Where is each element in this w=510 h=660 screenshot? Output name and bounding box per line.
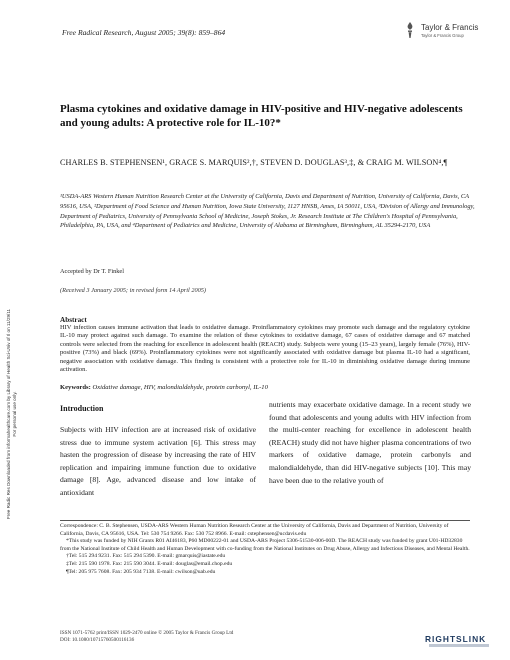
publisher-name: Taylor & Francis — [421, 23, 479, 32]
rightslink-link[interactable]: RIGHTSLINK — [425, 634, 487, 644]
contact-note-3: ¶Tel: 205 975 7608. Fax: 205 934 7138. E-mail: cwilson@uab.edu — [66, 568, 216, 575]
received-dates: (Received 3 January 2005; in revised form 14 April 2005) — [60, 287, 207, 294]
abstract-text: HIV infection causes immune activation that leads to oxidative damage. Proinflammatory cytokines may promote such damage and the regulatory cytokine IL-10 may protect against such damage. To examine the relation of these cytokines to oxidative damage, 67 cases of oxidative damage and 67 matched controls were selected from the reaching for excellence in adolescent health (REACH) study. Subjects were young (15–23 years), largely female (76%), HIV-positive (73%) and black (69%). Proinflammatory cytokines were not significantly associated with oxidative damage but plasma IL-10 had a significant, negative association with oxidative damage. This finding is consistent with a protective role for IL-10 in diminishing oxidative damage during immune activation. — [60, 324, 470, 374]
personal-use-line: For personal use only. — [12, 391, 17, 437]
introduction-right-column: nutrients may exacerbate oxidative damage. In a recent study we found that adolescents and young adults with HIV infection from the multi-center reaching for excellence in adolescent health (REACH) study did not have higher plasma concentrations of two markers of oxidative damage, protein carbonyls and malondialdehyde, than did HIV-negative subjects [10]. This may have been due to the relative youth of — [269, 400, 471, 485]
abstract-heading: Abstract — [60, 316, 87, 324]
rightslink-underline — [429, 644, 489, 647]
publisher-logo — [404, 21, 488, 43]
journal-citation: Free Radical Research, August 2005; 39(8): 859–864 — [62, 28, 226, 37]
torch-logo-icon — [404, 22, 416, 38]
keywords-label: Keywords: — [60, 384, 91, 391]
footnote-divider — [60, 520, 470, 521]
contact-note-2: ‡Tel: 215 590 1978. Fax: 215 590 3044. E-mail: douglas@email.chop.edu — [66, 560, 233, 567]
footnotes — [60, 523, 472, 576]
publisher-group: Taylor & Francis Group — [421, 33, 464, 38]
keywords-list: Oxidative damage, HIV, malondialdehyde, protein carbonyl, IL-10 — [92, 384, 268, 391]
doi-line: DOI: 10.1080/10715760500116136 — [60, 637, 135, 643]
correspondence-note: Correspondence: C. B. Stephensen, USDA-ARS Western Human Nutrition Research Center at the University of California, Davis and Department of Nutrition, University of California, Davis, CA 95616, USA. Tel: 530 754 9266. Fax: 530 752 8966. E-mail: cstephensen@ucdavis.edu — [60, 523, 449, 537]
keywords — [60, 384, 470, 391]
download-notice-line: Free Radic Res Downloaded from informahealthcare.com by Library of Health Sci-Univ of Il on 11/29/11 — [6, 308, 11, 520]
issn-block — [60, 630, 233, 644]
issn-line: ISSN 1071-5762 print/ISSN 1029-2470 online © 2005 Taylor & Francis Group Ltd — [60, 630, 234, 636]
funding-note: *This study was funded by NIH Grants R01 AI46183, P60 MD00222-01 and USDA-ARS Project 5306-51530-006-00D. The REACH study was funded by grant U01-HD32830 from the National Institute of Child Health and Human Development with co-funding from the National Institutes on Drug Abuse, Allergy and Infectious Diseases, and Mental Health. — [60, 538, 470, 552]
contact-note-1: †Tel: 515 294 9231. Fax: 515 294 5390. E-mail: gmarquis@iastate.edu — [66, 553, 226, 560]
accepted-by: Accepted by Dr T. Finkel — [60, 268, 124, 275]
introduction-heading: Introduction — [60, 404, 104, 413]
affiliations: ¹USDA-ARS Western Human Nutrition Research Center at the University of California, Davis and Department of Nutrition, University of California, Davis, CA 95616, USA, ²Department of Food Science and Human Nutrition, Iowa State University, 1127 HNSB, Ames, IA 50011, USA, ³Division of Allergy and Immunology, Department of Pediatrics, University of Pennsylvania School of Medicine, Joseph Stokes, Jr. Research Institute at The Children's Hospital of Pennsylvania, Philadelphia, PA, USA, and ⁴Department of Pediatrics and Medicine, University of Alabama at Birmingham, Birmingham, AL 35294-2170, USA — [60, 193, 475, 230]
article-title: Plasma cytokines and oxidative damage in HIV-positive and HIV-negative adolescents and young adults: A protective role for IL-10?* — [60, 103, 463, 129]
download-notice — [2, 204, 22, 624]
introduction-left-column: Subjects with HIV infection are at increased risk of oxidative stress due to immune system activation [6]. This stress may hasten the progression of disease by increasing the rate of HIV replication and impairing immune function due to oxidative damage [8]. Age, advanced disease and low intake of antioxidant — [60, 425, 256, 497]
author-list: CHARLES B. STEPHENSEN¹, GRACE S. MARQUIS²,†, STEVEN D. DOUGLAS³,‡, & CRAIG M. WILSON⁴,¶ — [60, 158, 448, 167]
